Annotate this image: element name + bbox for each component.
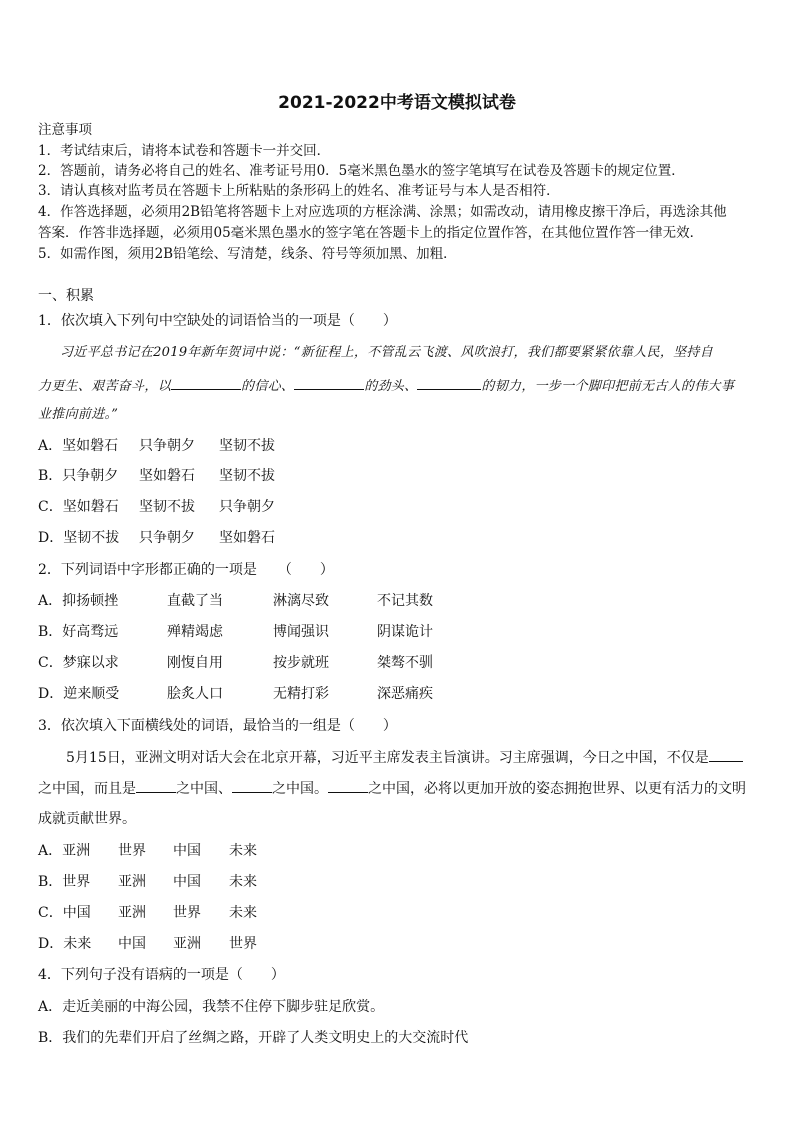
option-word: 世界 (173, 905, 201, 921)
option-label: D．未来 (38, 936, 92, 952)
option-b[interactable] (38, 622, 433, 642)
note-item: 1．考试结束后，请将本试卷和答题卡一并交回． (38, 143, 331, 159)
option-label: A．坚如磐石 (38, 438, 119, 454)
option-label: B．好高骛远 (38, 624, 119, 640)
option-word: 直截了当 (167, 593, 223, 609)
fill-blank[interactable] (709, 747, 743, 762)
question-3-passage-line: 成就贡献世界。 (38, 811, 136, 827)
fill-blank[interactable] (417, 375, 481, 390)
question-2-stem: 2．下列词语中字形都正确的一项是 （ ） (38, 562, 334, 578)
option-c[interactable] (38, 497, 275, 517)
option-word: 世界 (118, 843, 146, 859)
question-3-stem: 3．依次填入下面横线处的词语，最恰当的一组是（ ） (38, 718, 397, 734)
option-word: 脍炙人口 (167, 686, 223, 702)
option-word: 殚精竭虑 (167, 624, 223, 640)
passage-text: 的韧力，一步一个脚印把前无古人的伟大事 (481, 379, 735, 394)
passage-text: 之中国，而且是 (38, 781, 136, 797)
option-word: 坚如磐石 (139, 468, 195, 484)
option-d[interactable] (38, 684, 433, 704)
question-1-stem: 1．依次填入下列句中空缺处的词语恰当的一项是（ ） (38, 313, 397, 329)
option-word: 无精打彩 (273, 686, 329, 702)
option-word: 桀骜不驯 (377, 655, 433, 671)
passage-text: 之中国。 (272, 781, 328, 797)
passage-text: 之中国、 (176, 781, 232, 797)
option-word: 坚韧不拔 (219, 468, 275, 484)
passage-text: 5月15日，亚洲文明对话大会在北京开幕，习近平主席发表主旨演讲。习主席强调，今日之中国，不仅是 (66, 750, 709, 766)
question-3-passage-line (38, 778, 746, 799)
question-1-passage-line: 业推向前进。” (38, 407, 119, 422)
option-b[interactable]: B．我们的先辈们开启了丝绸之路，开辟了人类文明史上的大交流时代 (38, 1030, 469, 1046)
option-word: 淋漓尽致 (273, 593, 329, 609)
option-word: 坚韧不拔 (139, 499, 195, 515)
option-word: 亚洲 (118, 874, 146, 890)
fill-blank[interactable] (294, 375, 364, 390)
option-word: 阴谋诡计 (377, 624, 433, 640)
question-3-passage-line (66, 747, 743, 768)
passage-text: 力更生、艰苦奋斗，以 (38, 379, 172, 394)
option-word: 坚韧不拔 (219, 438, 275, 454)
option-c[interactable] (38, 903, 257, 923)
option-label: C．中国 (38, 905, 91, 921)
option-word: 未来 (229, 874, 257, 890)
option-word: 刚愎自用 (167, 655, 223, 671)
option-word: 只争朝夕 (139, 438, 195, 454)
option-a[interactable] (38, 591, 433, 611)
note-item: 2．答题前，请务必将自己的姓名、准考证号用0．5毫米黑色墨水的签字笔填写在试卷及答题卡的规定位置． (38, 163, 685, 179)
option-a[interactable]: A．走近美丽的中海公园，我禁不住停下脚步驻足欣赏。 (38, 999, 385, 1015)
option-word: 中国 (173, 843, 201, 859)
option-b[interactable] (38, 872, 257, 892)
fill-blank[interactable] (232, 778, 272, 793)
question-4-stem: 4．下列句子没有语病的一项是（ ） (38, 967, 285, 983)
question-1-passage-line (38, 375, 734, 397)
option-word: 按步就班 (273, 655, 329, 671)
fill-blank[interactable] (328, 778, 368, 793)
passage-text: 的信心、 (241, 379, 295, 394)
option-word: 中国 (118, 936, 146, 952)
option-label: C．坚如磐石 (38, 499, 119, 515)
fill-blank[interactable] (136, 778, 176, 793)
option-word: 只争朝夕 (139, 530, 195, 546)
note-item: 答案．作答非选择题，必须用05毫米黑色墨水的签字笔在答题卡上的指定位置作答，在其他位置作答一律无效． (38, 225, 704, 241)
option-word: 未来 (229, 905, 257, 921)
option-word: 亚洲 (118, 905, 146, 921)
option-d[interactable] (38, 528, 275, 548)
option-c[interactable] (38, 653, 433, 673)
option-word: 博闻强识 (273, 624, 329, 640)
option-word: 亚洲 (173, 936, 201, 952)
option-b[interactable] (38, 466, 275, 486)
option-word: 深恶痛疾 (377, 686, 433, 702)
option-word: 世界 (229, 936, 257, 952)
option-word: 不记其数 (377, 593, 433, 609)
notes-heading: 注意事项 (38, 122, 92, 138)
option-word: 未来 (229, 843, 257, 859)
option-a[interactable] (38, 436, 275, 456)
note-item: 5．如需作图，须用2B铅笔绘、写清楚，线条、符号等须加黑、加粗． (38, 246, 457, 262)
section-heading: 一、积累 (38, 288, 94, 304)
note-item: 3．请认真核对监考员在答题卡上所粘贴的条形码上的姓名、准考证号与本人是否相符． (38, 183, 560, 199)
option-label: D．逆来顺受 (38, 686, 120, 702)
option-label: A．抑扬顿挫 (38, 593, 119, 609)
passage-text: 之中国，必将以更加开放的姿态拥抱世界、以更有活力的文明 (368, 781, 746, 797)
passage-text: 的劲头、 (364, 379, 418, 394)
option-label: D．坚韧不拔 (38, 530, 120, 546)
option-label: A．亚洲 (38, 843, 91, 859)
option-label: B．世界 (38, 874, 91, 890)
option-word: 坚如磐石 (219, 530, 275, 546)
option-word: 只争朝夕 (219, 499, 275, 515)
option-label: C．梦寐以求 (38, 655, 119, 671)
option-label: B．只争朝夕 (38, 468, 119, 484)
option-a[interactable] (38, 841, 257, 861)
option-word: 中国 (173, 874, 201, 890)
note-item: 4．作答选择题，必须用2B铅笔将答题卡上对应选项的方框涂满、涂黑；如需改动，请用橡皮擦干净后，再选涂其他 (38, 204, 727, 220)
page-title: 2021-2022中考语文模拟试卷 (278, 93, 516, 113)
option-d[interactable] (38, 934, 257, 954)
question-1-passage-line: 习近平总书记在2019年新年贺词中说：“新征程上，不管乱云飞渡、风吹浪打，我们都要紧紧依靠人民，坚持自 (60, 345, 714, 360)
fill-blank[interactable] (171, 375, 241, 390)
